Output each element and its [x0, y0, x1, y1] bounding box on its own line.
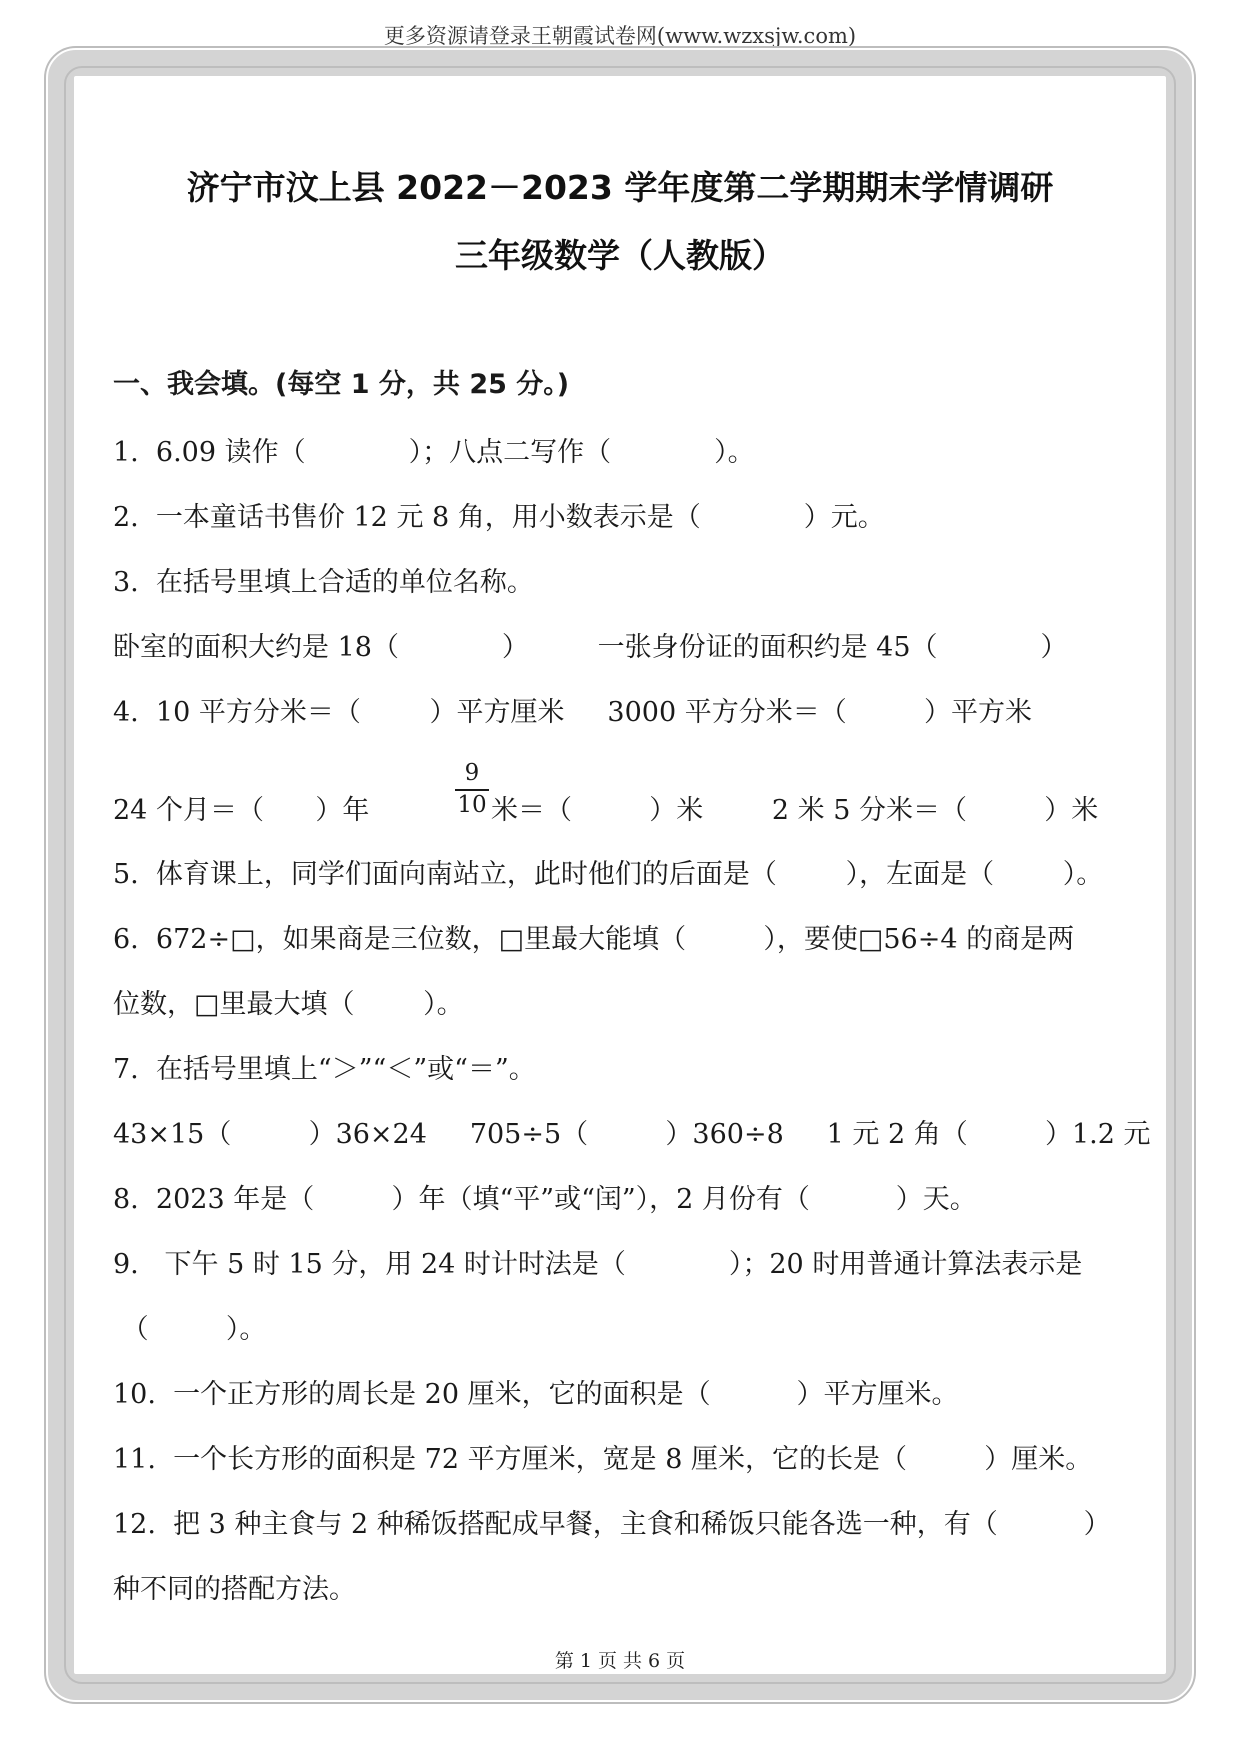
question-1: 1. 6.09 读作（ ）；八点二写作（ ）。 [113, 437, 755, 468]
question-4-line2-part1: 24 个月＝（ ）年 [113, 795, 370, 826]
question-3-items: 卧室的面积大约是 18（ ） 一张身份证的面积约是 45（ ） [113, 632, 1068, 663]
question-5: 5. 体育课上，同学们面向南站立，此时他们的后面是（ ），左面是（ ）。 [113, 859, 1104, 890]
question-7-items: 43×15（ ）36×24 705÷5（ ）360÷8 1 元 2 角（ ）1.2 元 [113, 1119, 1151, 1150]
fraction-nine-tenths [455, 762, 489, 817]
question-4: 4. 10 平方分米＝（ ）平方厘米 3000 平方分米＝（ ）平方米 [113, 697, 1032, 728]
question-6-cont: 位数，□里最大填（ ）。 [113, 989, 464, 1020]
question-8: 8. 2023 年是（ ）年（填“平”或“闰”），2 月份有（ ）天。 [113, 1184, 977, 1215]
page-number: 第 1 页 共 6 页 [554, 1650, 686, 1672]
fraction-bar [455, 789, 489, 791]
question-10: 10. 一个正方形的周长是 20 厘米，它的面积是（ ）平方厘米。 [113, 1379, 959, 1410]
header-source-note: 更多资源请登录王朝霞试卷网(www.wzxsjw.com) [383, 24, 857, 48]
exam-subtitle: 三年级数学（人教版） [455, 236, 785, 275]
section-heading-fill-in: 一、我会填。(每空 1 分，共 25 分。) [113, 369, 570, 400]
fraction-numerator: 9 [464, 760, 480, 786]
question-6: 6. 672÷□，如果商是三位数，□里最大能填（ ），要使□56÷4 的商是两 [113, 924, 1075, 955]
question-4-line2-part2: 米＝（ ）米 2 米 5 分米＝（ ）米 [491, 795, 1099, 826]
question-12: 12. 把 3 种主食与 2 种稀饭搭配成早餐，主食和稀饭只能各选一种，有（ ） [113, 1509, 1111, 1540]
question-3: 3. 在括号里填上合适的单位名称。 [113, 567, 534, 598]
question-9: 9. 下午 5 时 15 分，用 24 时计时法是（ ）；20 时用普通计算法表示是 [113, 1249, 1083, 1280]
exam-title: 济宁市汶上县 2022－2023 学年度第二学期期末学情调研 [186, 168, 1054, 207]
question-12-cont: 种不同的搭配方法。 [113, 1574, 356, 1605]
question-9-cont: （ ）。 [113, 1314, 267, 1345]
question-7: 7. 在括号里填上“＞”“＜”或“＝”。 [113, 1054, 536, 1085]
question-11: 11. 一个长方形的面积是 72 平方厘米，宽是 8 厘米，它的长是（ ）厘米。 [113, 1444, 1093, 1475]
fraction-denominator: 10 [457, 792, 487, 818]
question-2: 2. 一本童话书售价 12 元 8 角，用小数表示是（ ）元。 [113, 502, 885, 533]
